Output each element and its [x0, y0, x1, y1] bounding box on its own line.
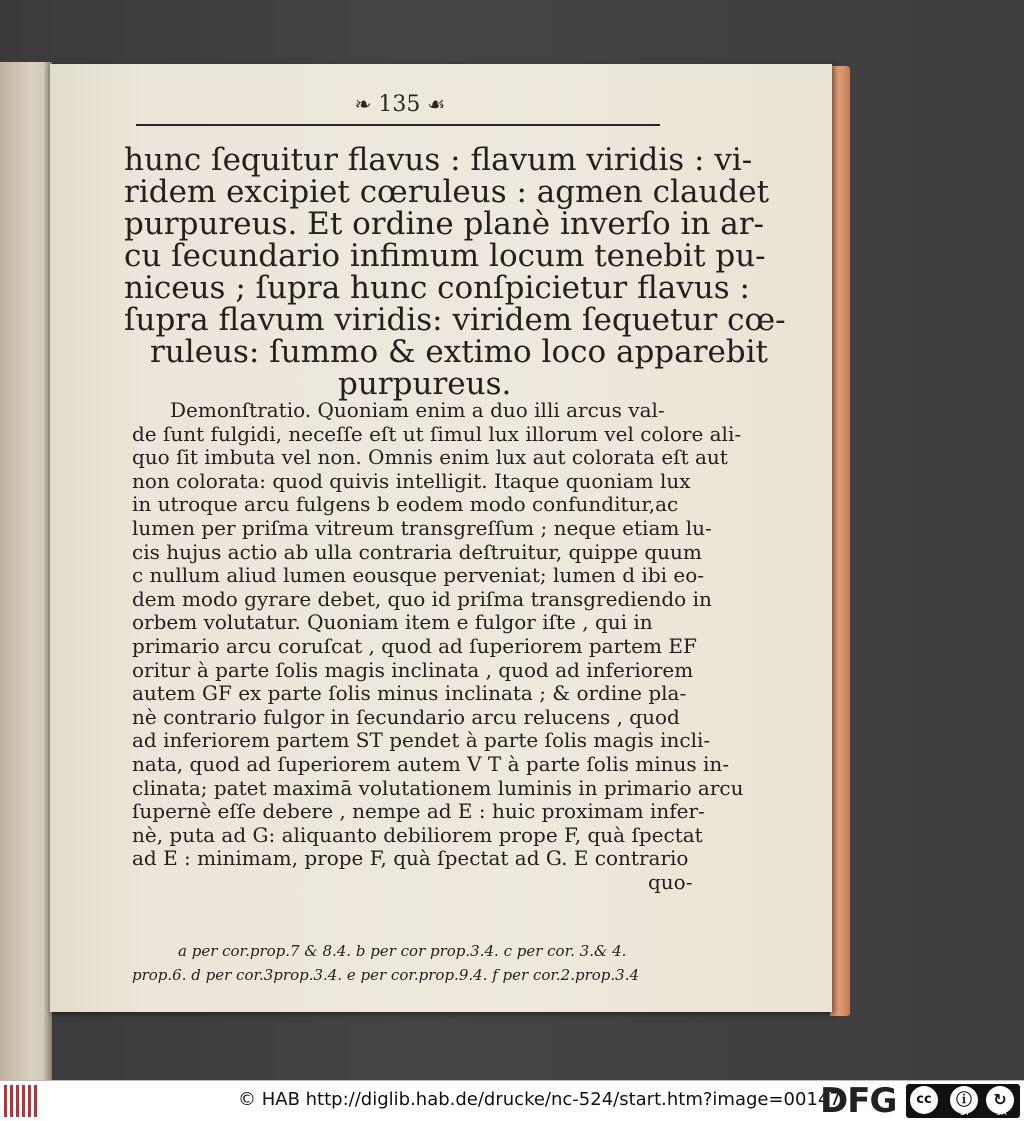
fleuron-right-icon: ☙ — [427, 92, 446, 116]
text-line: ad inferiorem partem ST pendet à parte ſolis magis incli- — [132, 728, 711, 753]
text-line: clinata; patet maximā volutationem luminis in primario arcu — [132, 775, 744, 800]
text-line: ſupernè eſſe debere , nempe ad E : huic proximam infer- — [132, 799, 705, 824]
page-number: 135 — [378, 92, 421, 117]
header-rule — [136, 124, 660, 126]
sa-icon: ↻ — [986, 1086, 1014, 1114]
footnote-line: prop.6. d per cor.3prop.3.4. e per cor.prop.9.4. f per cor.2.prop.3.4 — [132, 966, 640, 984]
text-line: purpureus. Et ordine planè inverſo in ar- — [124, 206, 764, 242]
cc-icon: cc — [910, 1086, 938, 1114]
text-line: nata, quod ad ſuperiorem autem V T à parte ſolis minus in- — [132, 752, 730, 776]
text-line: hunc ſequitur flavus : flavum viridis : vi- — [124, 142, 753, 178]
text-line: primario arcu coruſcat , quod ad ſuperiorem partem EF — [132, 634, 697, 658]
text-line: quo ſit imbuta vel non. Omnis enim lux aut colorata eſt aut — [132, 445, 728, 470]
text-line: dem modo gyrare debet, quo id priſma transgrediendo in — [132, 586, 712, 611]
text-line: purpureus. — [338, 366, 512, 402]
by-label: BY — [960, 1108, 970, 1117]
page-fore-edge — [830, 66, 850, 1016]
text-line: Demonſtratio. Quoniam enim a duo illi arcus val- — [170, 398, 665, 422]
by-icon: ⓘ — [950, 1086, 978, 1114]
hab-logo-icon — [4, 1085, 44, 1117]
text-line: ſupra flavum viridis: viridem ſequetur cœ- — [124, 302, 786, 338]
text-line: ruleus: ſummo & extimo loco apparebit — [150, 334, 769, 370]
running-head — [340, 92, 460, 122]
sa-label: SA — [996, 1108, 1007, 1117]
cc-license-badge[interactable] — [906, 1084, 1020, 1118]
text-line: oritur à parte ſolis magis inclinata , quod ad inferiorem — [132, 657, 694, 682]
text-line: ridem excipiet cœruleus : agmen claudet — [124, 174, 770, 210]
text-line: cu ſecundario infimum locum tenebit pu- — [124, 238, 766, 274]
viewer-footer — [0, 1080, 1024, 1121]
text-line: nè contrario fulgor in ſecundario arcu relucens , quod — [132, 704, 680, 729]
text-line: niceus ; ſupra hunc conſpicietur flavus : — [124, 270, 750, 306]
text-line: ad E : minimam, prope F, quà ſpectat ad G. E contrario — [132, 846, 689, 871]
text-line: lumen per priſma vitreum transgreſſum ; neque etiam lu- — [132, 516, 712, 540]
text-line: nè, puta ad G: aliquanto debiliorem prope F, quà ſpectat — [132, 822, 703, 847]
fleuron-left-icon: ❧ — [354, 92, 372, 116]
text-line: c nullum aliud lumen eousque perveniat; lumen d ibi eo- — [132, 563, 705, 588]
dfg-logo: DFG — [820, 1081, 897, 1121]
footnote-line: a per cor.prop.7 & 8.4. b per cor prop.3.4. c per cor. 3.& 4. — [178, 942, 627, 960]
attribution-link[interactable]: © HAB http://diglib.hab.de/drucke/nc-524/start.htm?image=00147 — [238, 1089, 841, 1110]
text-line: autem GF ex parte ſolis minus inclinata ; & ordine pla- — [132, 681, 687, 706]
text-line: non colorata: quod quivis intelligit. Itaque quoniam lux — [132, 468, 691, 493]
text-line: de ſunt fulgidi, neceſſe eſt ut ſimul lux illorum vel colore ali- — [132, 421, 742, 446]
text-line: cis hujus actio ab ulla contraria deſtruitur, quippe quum — [132, 539, 702, 564]
text-line: orbem volutatur. Quoniam item e fulgor iſte , qui in — [132, 610, 653, 635]
text-line: in utroque arcu fulgens b eodem modo confunditur,ac — [132, 492, 679, 517]
text-line: quo- — [648, 870, 693, 894]
